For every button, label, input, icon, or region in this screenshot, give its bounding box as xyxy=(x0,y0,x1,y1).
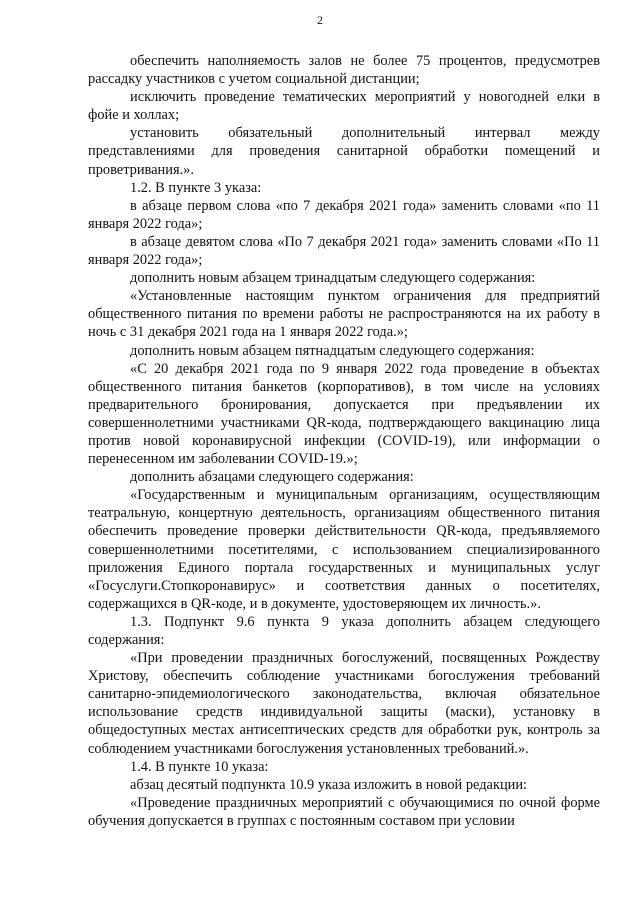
paragraph: абзац десятый подпункта 10.9 указа изложить в новой редакции: xyxy=(130,776,528,793)
page-number: 2 xyxy=(317,13,323,27)
paragraph: обеспечить наполняемость залов не более 75 процентов, предусмотрев рассадку участников с учетом социальной дистанции; xyxy=(88,53,600,88)
section-heading: 1.2. В пункте 3 указа: xyxy=(130,179,262,196)
paragraph: дополнить новым абзацем тринадцатым следующего содержания: xyxy=(130,270,536,287)
section-heading: 1.3. Подпункт 9.6 пункта 9 указа дополнить абзацем следующего содержания: xyxy=(88,613,600,648)
paragraph: дополнить абзацами следующего содержания: xyxy=(130,469,414,486)
quoted-paragraph: «Проведение праздничных мероприятий с обучающимися по очной форме обучения допускается в группах с постоянным составом при условии xyxy=(88,794,600,829)
quoted-paragraph: «При проведении праздничных богослужений, посвященных Рождеству Христову, обеспечить соблюдение участниками богослужения требований санитарно-эпидемиологического законодательства, включая обязательное использование средств индивидуальной защиты (маски), установку в общедоступных местах антисептических средств для обработки рук, контроль за соблюдением участниками богослужения установленных требований.». xyxy=(88,650,600,757)
quoted-paragraph: «Установленные настоящим пунктом ограничения для предприятий общественного питания по времени работы не распространяются на их работу в ночь с 31 декабря 2021 года на 1 января 2022 года.»; xyxy=(88,288,600,341)
paragraph: в абзаце первом слова «по 7 декабря 2021 года» заменить словами «по 11 января 2022 года»; xyxy=(88,197,600,232)
document-body xyxy=(88,52,600,830)
quoted-paragraph: «Государственным и муниципальным организациям, осуществляющим театральную, концертную деятельность, организациям общественного питания обеспечить проведение проверки действительности QR-кода, предъявляемого совершеннолетними посетителями, с использованием специализированного приложения Единого портала государственных и муниципальных услуг «Госуслуги.Стопкоронавирус» и соответствия данных о посетителях, содержащихся в QR-коде, и в документе, удостоверяющем их личность.». xyxy=(88,487,600,612)
paragraph: исключить проведение тематических мероприятий у новогодней елки в фойе и холлах; xyxy=(88,89,600,124)
paragraph: дополнить новым абзацем пятнадцатым следующего содержания: xyxy=(130,342,535,359)
paragraph: установить обязательный дополнительный интервал между представлениями для проведения санитарной обработки помещений и проветривания.». xyxy=(88,125,600,178)
paragraph: в абзаце девятом слова «По 7 декабря 2021 года» заменить словами «По 11 января 2022 года»; xyxy=(88,233,600,269)
quoted-paragraph: «С 20 декабря 2021 года по 9 января 2022 года проведение в объектах общественного питания банкетов (корпоративов), в том числе на условиях предварительного бронирования, допускается при предъявлении их совершеннолетними участниками QR-кода, подтверждающего вакцинацию лица против новой коронавирусной инфекции (COVID-19), или информации о перенесенном им заболевании COVID-19.»; xyxy=(88,360,600,468)
section-heading: 1.4. В пункте 10 указа: xyxy=(130,758,269,775)
